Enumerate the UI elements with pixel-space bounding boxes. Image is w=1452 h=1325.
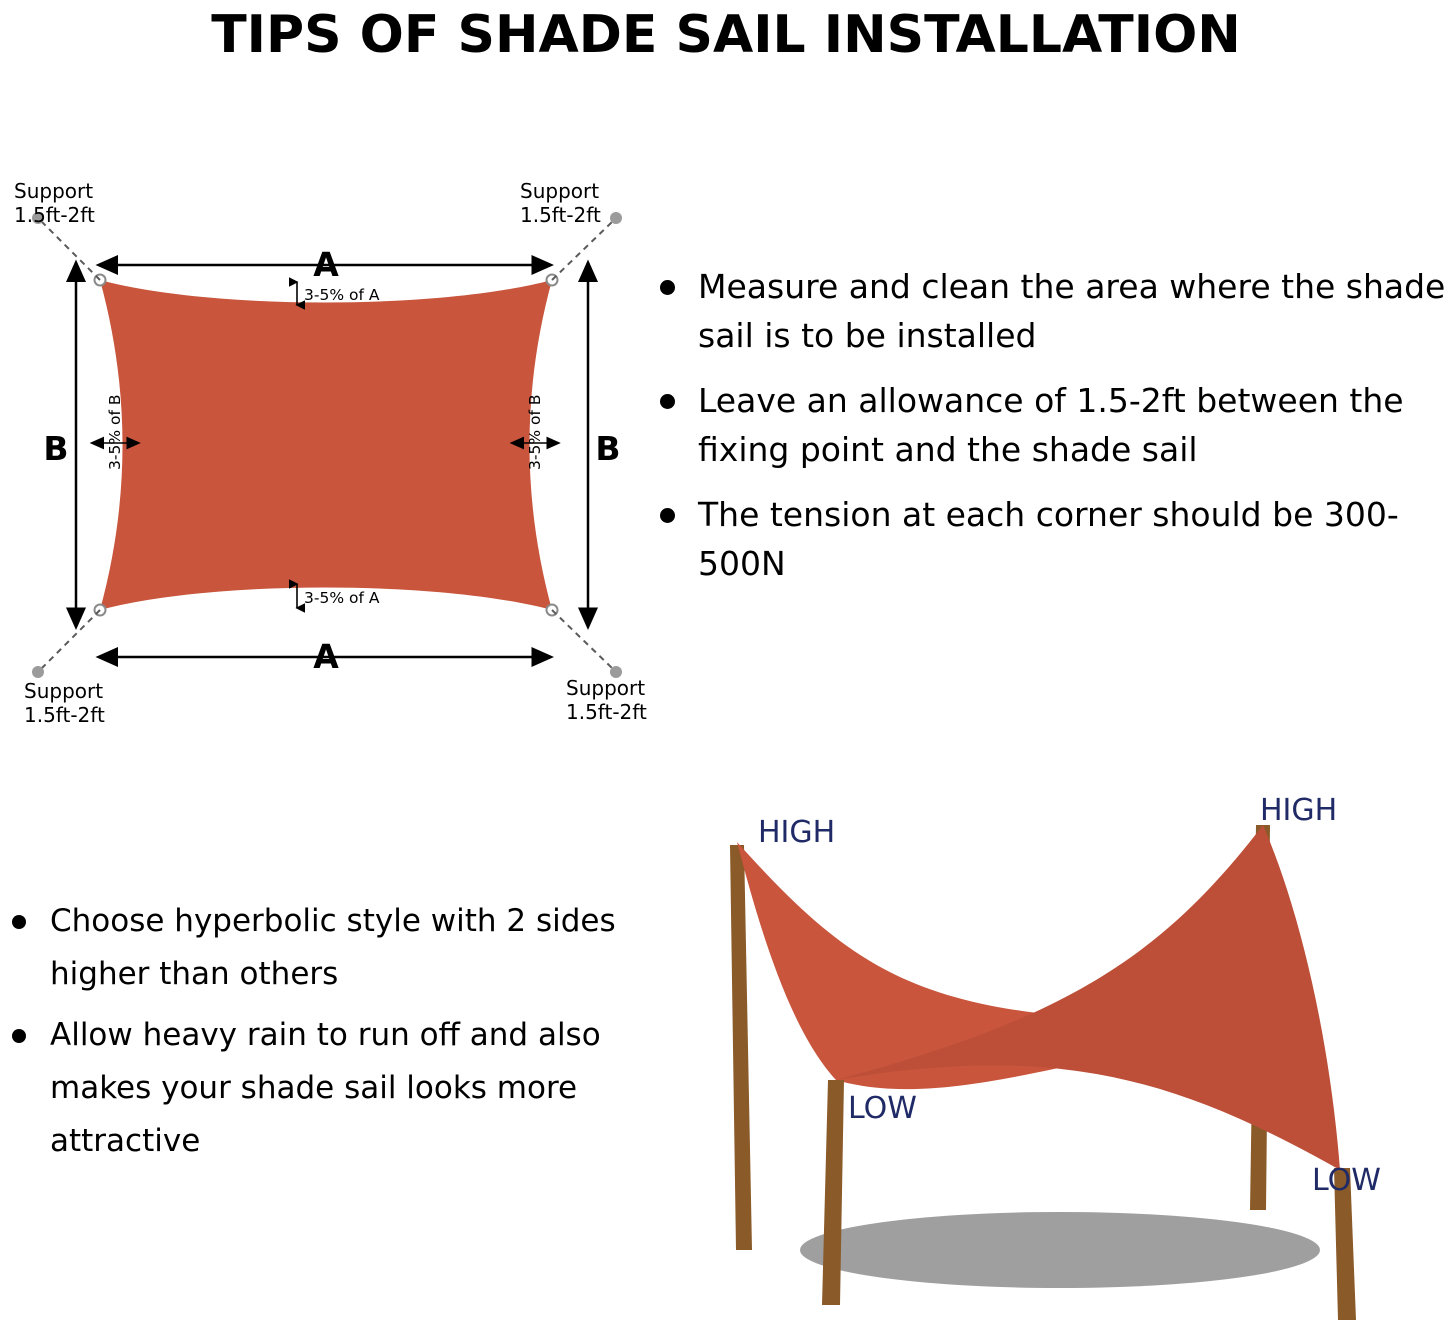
support-label-top-left-line2: 1.5ft-2ft [14,203,95,227]
label-curve-right: 3-5% of B [526,394,544,470]
list-item [652,490,1452,588]
support-line-bottom-left [42,610,100,668]
list-item-text: Measure and clean the area where the shade sail is to be installed [698,267,1446,355]
bullet-dot-icon [12,915,26,929]
support-point-top-right [610,212,622,224]
support-point-bottom-left [32,666,44,678]
support-label-bottom-left-line2: 1.5ft-2ft [24,703,105,727]
sail-shape [100,280,552,610]
bullet-dot-icon [660,508,675,523]
list-item [652,376,1452,474]
pole-high-left [730,845,752,1250]
support-line-bottom-right [552,610,612,668]
list-item-text: Allow heavy rain to run off and also makes your shade sail looks more attractive [50,1017,601,1159]
list-item-text: The tension at each corner should be 300-500N [698,495,1399,583]
label-low-left: LOW [848,1091,917,1126]
label-curve-top: 3-5% of A [304,286,380,304]
support-label-top-right-line1: Support [520,179,600,203]
support-label-top-right-line2: 1.5ft-2ft [520,203,601,227]
label-side-a-top: A [313,245,339,284]
bullet-dot-icon [12,1029,26,1043]
support-line-top-left [42,222,100,280]
installation-tips-list-top [652,262,1452,604]
list-item-text: Leave an allowance of 1.5-2ft between the fixing point and the shade sail [698,381,1404,469]
support-label-bottom-right-line1: Support [566,676,646,700]
label-curve-bottom: 3-5% of A [304,589,380,607]
list-item-text: Choose hyperbolic style with 2 sides higher than others [50,903,616,992]
support-label-bottom-right-line2: 1.5ft-2ft [566,700,647,724]
rectangular-sail-diagram [0,160,660,740]
bullet-dot-icon [660,280,675,295]
support-label-top-left-line1: Support [14,179,94,203]
page-title: TIPS OF SHADE SAIL INSTALLATION [211,5,1241,65]
installation-tips-list-bottom [8,895,628,1176]
label-side-b-right: B [595,429,621,468]
hyperbolic-sail-diagram [640,780,1452,1325]
label-high-left: HIGH [758,815,836,850]
list-item [652,262,1452,360]
label-low-right: LOW [1312,1163,1381,1198]
label-high-right: HIGH [1260,793,1338,828]
list-item [8,1009,628,1168]
label-side-a-bottom: A [313,637,339,676]
label-curve-left: 3-5% of B [106,394,124,470]
list-item [8,895,628,1001]
bullet-dot-icon [660,394,675,409]
support-line-top-right [552,222,612,280]
label-side-b-left: B [43,429,69,468]
support-label-bottom-left-line1: Support [24,679,104,703]
